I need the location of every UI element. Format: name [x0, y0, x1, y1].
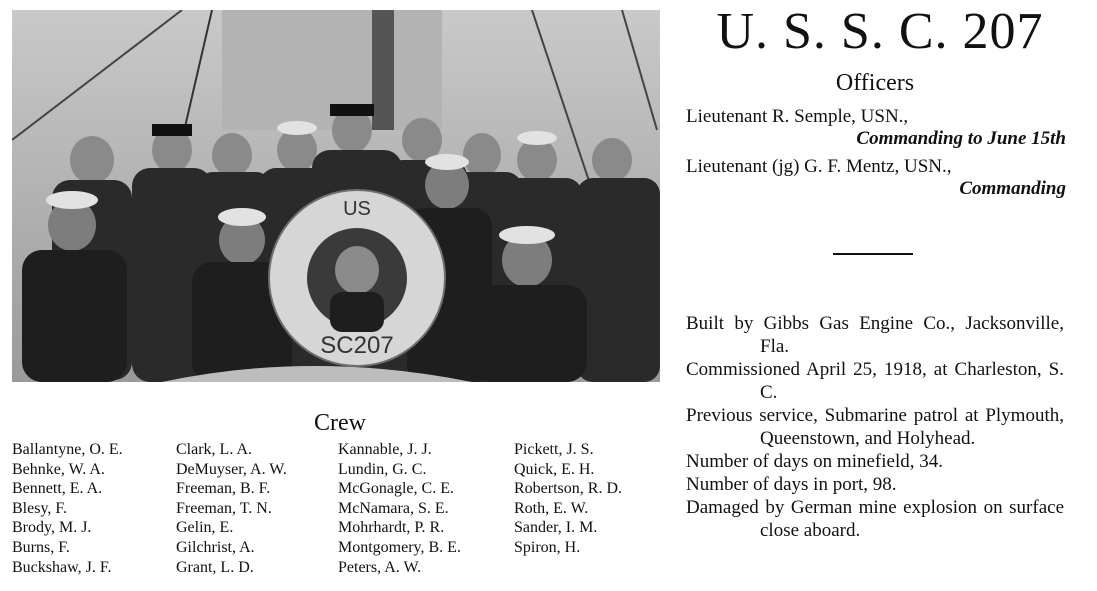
officer-role: Commanding to June 15th	[856, 128, 1066, 149]
service-record	[686, 312, 1064, 542]
crew-member: Blesy, F.	[12, 499, 68, 517]
crew-member: Roth, E. W.	[514, 499, 589, 517]
buoy-lettering-top: US	[343, 198, 371, 220]
crew-column	[176, 440, 287, 577]
crew-member: Freeman, B. F.	[176, 480, 271, 498]
ship-title: U. S. S. C. 207	[716, 3, 1044, 60]
officer-entry	[686, 156, 1066, 200]
officers-heading: Officers	[835, 70, 915, 96]
crew-member: Lundin, G. C.	[338, 460, 427, 478]
crew-member: Robertson, R. D.	[514, 480, 622, 498]
officer-name: Lieutenant (jg) G. F. Mentz, USN.,	[686, 156, 952, 177]
info-line: Commissioned April 25, 1918, at Charleston, S. C.	[686, 359, 1064, 403]
crew-heading: Crew	[314, 410, 366, 436]
info-line: Number of days on minefield, 34.	[686, 451, 943, 472]
crew-member: Behnke, W. A.	[12, 460, 105, 478]
crew-photograph-illustration	[12, 10, 660, 382]
crew-member: Mohrhardt, P. R.	[338, 519, 445, 537]
officer-entry	[686, 106, 1066, 150]
crew-member: Sander, I. M.	[514, 519, 598, 537]
buoy-lettering-bottom: SC207	[320, 332, 394, 359]
crew-member: Gilchrist, A.	[176, 538, 255, 556]
crew-member: Freeman, T. N.	[176, 499, 272, 517]
crew-member: McNamara, S. E.	[338, 499, 449, 517]
crew-column	[338, 440, 461, 577]
crew-member: Peters, A. W.	[338, 558, 422, 576]
crew-member: Montgomery, B. E.	[338, 538, 461, 556]
crew-member: DeMuyser, A. W.	[176, 460, 287, 478]
crew-member: Bennett, E. A.	[12, 480, 103, 498]
info-line: Damaged by German mine explosion on surface close aboard.	[686, 497, 1064, 541]
crew-member: Brody, M. J.	[12, 519, 92, 537]
crew-member: Spiron, H.	[514, 538, 581, 556]
crew-member: Quick, E. H.	[514, 460, 595, 478]
crew-member: McGonagle, C. E.	[338, 480, 454, 498]
crew-member: Pickett, J. S.	[514, 441, 594, 458]
officer-role: Commanding	[959, 178, 1066, 199]
officer-name: Lieutenant R. Semple, USN.,	[686, 106, 909, 127]
crew-member: Gelin, E.	[176, 519, 234, 537]
crew-member: Burns, F.	[12, 538, 70, 556]
crew-member: Ballantyne, O. E.	[12, 441, 123, 458]
section-divider	[833, 253, 913, 255]
info-line: Number of days in port, 98.	[686, 474, 897, 495]
crew-member: Clark, L. A.	[176, 441, 252, 458]
info-line: Built by Gibbs Gas Engine Co., Jacksonville, Fla.	[686, 313, 1064, 357]
crew-member: Buckshaw, J. F.	[12, 558, 112, 576]
crew-column	[12, 440, 123, 577]
crew-member: Kannable, J. J.	[338, 441, 432, 458]
crew-photograph	[12, 10, 660, 382]
life-buoy	[269, 190, 445, 366]
crew-member: Grant, L. D.	[176, 558, 254, 576]
crew-column	[514, 440, 622, 558]
info-line: Previous service, Submarine patrol at Plymouth, Queenstown, and Holyhead.	[686, 405, 1064, 449]
